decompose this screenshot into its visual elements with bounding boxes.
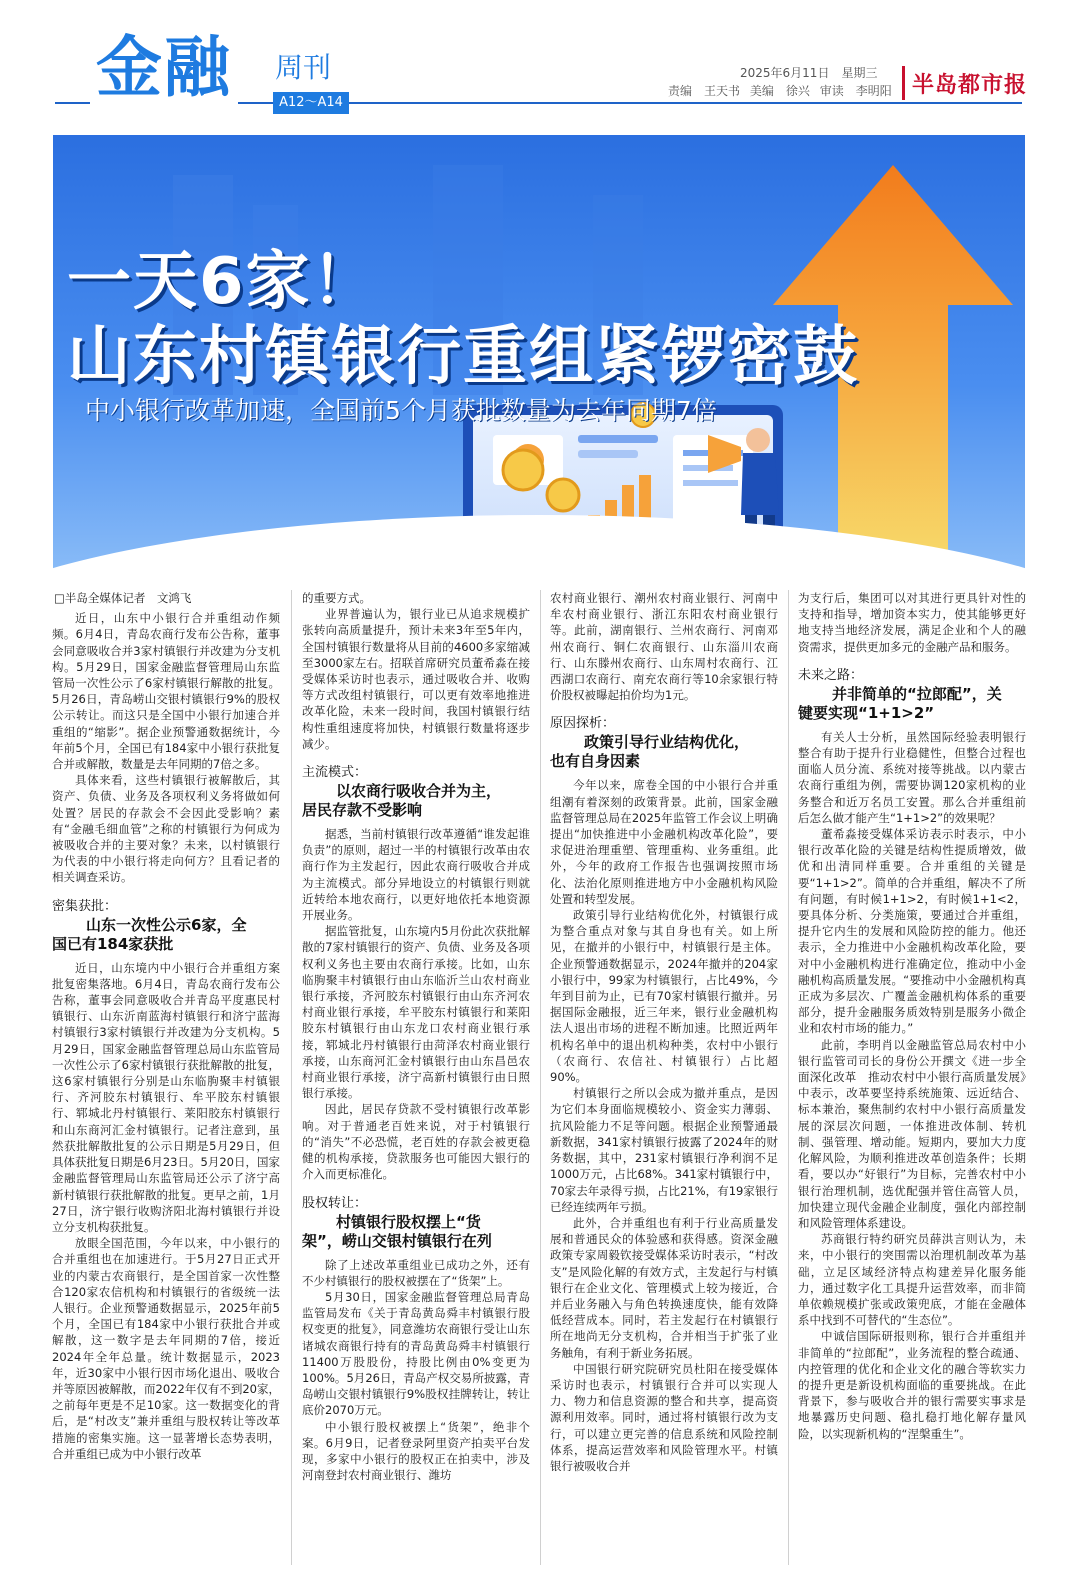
paragraph: 的重要方式。 xyxy=(302,591,371,605)
masthead xyxy=(0,0,1080,135)
paragraph: 董希淼接受媒体采访表示时表示，中小银行改革化险的关键是结构性提质增效，做优和出清同样重要。合并重组的关键是要“1+1>2”。简单的合并重组，解决不了所有问题，有时候1+1>2，有时候1+1<2，要具体分析、分类施策，要通过合并重组，提升它内生的发展和风险防控的能力。他还表示，全力推进中小金融机构改革化险，要对中小金融机构进行准确定位，推动中小金融机构高质量发展。“要推动中小金融机构真正成为多层次、广覆盖金融机构体系的重要部分，提升金融服务质效特别是服务小微企业和农村市场的能力。” xyxy=(798,827,1026,1036)
section-heading-line: 并非简单的“拉郎配”，关 xyxy=(832,684,1002,703)
section-heading xyxy=(52,916,280,954)
page-range-badge: A12～A14 xyxy=(273,92,349,114)
paragraph: 除了上述改革重组业已成功之外，还有不少村镇银行的股权被摆在了“货架”上。 xyxy=(302,1257,530,1288)
section-heading xyxy=(550,733,778,771)
paragraph: 有关人士分析，虽然国际经验表明银行整合有助于提升行业稳健性，但整合过程也面临人员分流、系统对接等挑战。以内蒙古农商行重组为例，需要协调120家机构的业务整合和近万名员工安置。那么合并重组前后怎么做才能产生“1+1>2”的效果呢？ xyxy=(798,729,1026,825)
headline-subtitle: 中小银行改革加速，全国前5个月获批数量为去年同期7倍 xyxy=(85,396,717,425)
section-label: 原因探析： xyxy=(550,716,616,732)
weekly-label: 周刊 xyxy=(275,51,332,84)
section-heading-line: 山东一次性公示6家，全 xyxy=(86,915,247,934)
paragraph: 据监管批复，山东境内5月份此次获批解散的7家村镇银行的资产、负债、业务及各项权利义务也主要由农商行承接。比如，山东临朐聚丰村镇银行由山东临沂兰山农村商业银行承接，齐河胶东村镇银行由山东齐河农村商业银行承接，牟平胶东村镇银行和莱阳胶东村镇银行由山东龙口农村商业银行承接，郓城北丹村镇银行由菏泽农村商业银行承接，山东商河汇金村镇银行由山东昌邑农村商业银行承接，济宁高新村镇银行由日照银行承接。 xyxy=(302,924,530,1101)
section-label: 主流模式： xyxy=(302,765,368,781)
paragraph: 据悉，当前村镇银行改革遵循“谁发起谁负责”的原则，超过一半的村镇银行改革由农商行作为主发起行，因此农商行吸收合并成为主流模式。部分异地设立的村镇银行则就近转给本地农商行，以更好地依托本地资源开展业务。 xyxy=(302,827,530,923)
paragraph: 放眼全国范围，今年以来，中小银行的合并重组也在加速进行。于5月27日正式开业的内蒙古农商银行，是全国首家一次性整合120家农信机构和村镇银行的省级统一法人银行。企业预警通数据显示，2025年前5个月，全国已有184家中小银行获批合并或解散，这一数字是去年同期的7倍，接近2024年全年总量。统计数据显示，2023年，近30家中小银行因市场化退出、吸收合并等原因被解散，而2022年仅有不到20家，之前每年更是不足10家。这一数据变化的背后，是“村改支”兼并重组与股权转让等改革措施的密集实施。这一显著增长态势表明，合并重组已成为中小银行改革 xyxy=(52,1236,280,1461)
newspaper-logo: 半岛都市报 xyxy=(912,72,1028,98)
editor-credit: 责编 王天书 xyxy=(668,84,741,98)
paragraph: 此外，合并重组也有利于行业高质量发展和普通民众的体验感和获得感。资深金融政策专家周毅钦接受媒体采访时表示，“村改支”是风险化解的有效方式，主发起行与村镇银行在企业文化、管理模式上较为接近，合并后业务融入与角色转换速度快，能有效降低经营成本。同时，若主发起行在村镇银行所在地尚无分支机构，合并相当于扩张了业务触角，有利于新业务拓展。 xyxy=(550,1215,778,1360)
paragraph: 政策引导行业结构优化外，村镇银行成为整合重点对象与其自身也有关。如上所见，在撤并的小银行中，村镇银行是主体。企业预警通数据显示，2024年撤并的204家小银行中，99家为村镇银行，占比49%，今年到目前为止，已有70家村镇银行撤并。另据国际金融报，近三年来，银行业金融机构法人退出市场的进程不断加速。比照近两年机构名单中的退出机构种类，农村中小银行（农商行、农信社、村镇银行）占比超90%。 xyxy=(550,908,778,1085)
byline: □半岛全媒体记者 文鸿飞 xyxy=(54,591,192,605)
article-column-2 xyxy=(302,590,530,1570)
section-heading-line: 也有自身因素 xyxy=(550,752,641,771)
proofreader-credit: 审读 李明阳 xyxy=(819,84,892,98)
paper-logo-bar xyxy=(902,66,905,100)
section-heading xyxy=(302,1213,530,1251)
section-heading-line: 架”，崂山交银村镇银行在列 xyxy=(302,1231,492,1250)
paragraph: 中小银行股权被摆上“货架”，绝非个案。6月9日，记者登录阿里资产拍卖平台发现，多家中小银行的股权正在拍卖中，涉及河南登封农村商业银行、潍坊 xyxy=(302,1419,530,1483)
hero-banner xyxy=(53,135,1025,590)
column-divider xyxy=(540,590,541,1565)
paragraph: 近日，山东中小银行合并重组动作频频。6月4日，青岛农商行发布公告称，董事会同意吸收合并3家村镇银行并改建为分支机构。5月29日，国家金融监督管理局山东监管局一次性公示了6家村镇银行解散的批复。5月26日，青岛崂山交银村镇银行9%的股权公示转让。而这只是全国中小银行加速合并重组的“缩影”。据企业预警通数据统计，今年前5个月，全国已有184家中小银行获批复合并或解散，数量是去年同期的7倍之多。 xyxy=(52,611,280,772)
section-brand: 金融 xyxy=(90,28,238,108)
paragraph: 中国银行研究院研究员杜阳在接受媒体采访时也表示，村镇银行合并可以实现人力、物力和信息资源的整合和共享，提高资源利用效率。同时，通过将村镇银行改为支行，可以建立更完善的信息系统和风险控制体系，提高运营效率和风险管理水平。村镇银行被吸收合并 xyxy=(550,1361,778,1473)
article-body xyxy=(52,590,1028,1570)
paragraph: 具体来看，这些村镇银行被解散后，其资产、负债、业务及各项权利义务将做如何处置？居民的存款会不会因此受影响？素有“金融毛细血管”之称的村镇银行为何成为被吸收合并的主要对象？未来，以村镇银行为代表的中小银行将走向何方？且看记者的相关调查采访。 xyxy=(52,773,280,885)
section-heading-line: 以农商行吸收合并为主， xyxy=(336,782,502,801)
headline-line-2: 山东村镇银行重组紧锣密鼓 xyxy=(67,320,859,394)
section-label: 股权转让： xyxy=(302,1195,368,1211)
article-column-1 xyxy=(52,590,280,1570)
paragraph: 业界普遍认为，银行业已从追求规模扩张转向高质量提升，预计未来3年至5年内，全国村镇银行数量将从目前的4600多家缩减至3000家左右。招联首席研究员董希淼在接受媒体采访时也表示，通过吸收合并、收购等方式改组村镇银行，可以更有效率地推进改革化险，未来一段时间，我国村镇银行结构性重组速度将加快，村镇银行数量将逐步减少。 xyxy=(302,607,530,751)
column-divider xyxy=(788,590,789,1565)
section-heading-line: 键要实现“1+1>2” xyxy=(798,703,935,722)
paragraph: 近日，山东境内中小银行合并重组方案批复密集落地。6月4日，青岛农商行发布公告称，董事会同意吸收合并青岛平度惠民村镇银行、山东沂南蓝海村镇银行和济宁蓝海村镇银行3家村镇银行并改建为分支机构。5月29日，国家金融监督管理总局山东监管局一次性公示了6家村镇银行获批解散的批复，这6家村镇银行分别是山东临朐聚丰村镇银行、齐河胶东村镇银行、牟平胶东村镇银行、郓城北丹村镇银行、莱阳胶东村镇银行和山东商河汇金村镇银行。记者注意到，虽然获批解散批复的公示日期是5月29日，但具体获批复日期是6月23日。5月20日，国家金融监督管理局山东监管局还公示了济宁高新村镇银行获批解散的批复。更早之前，1月27日，济宁银行收购济阳北海村镇银行并设立分支机构获批复。 xyxy=(52,960,280,1234)
article-column-4 xyxy=(798,590,1026,1570)
section-heading-line: 村镇银行股权摆上“货 xyxy=(336,1212,481,1231)
editor-credits xyxy=(668,82,898,99)
headline-line-1: 一天6家！ xyxy=(67,245,378,319)
paragraph: 5月30日，国家金融监督管理总局青岛监管局发布《关于青岛黄岛舜丰村镇银行股权变更的批复》，同意潍坊农商银行受让山东诸城农商银行持有的青岛黄岛舜丰村镇银行11400万股股份，持股比例由0%变更为100%。5月26日，青岛产权交易所披露，青岛崂山交银村镇银行9%股权挂牌转让，转让底价2070万元。 xyxy=(302,1289,530,1418)
section-heading-line: 政策引导行业结构优化， xyxy=(584,733,750,752)
section-label: 未来之路： xyxy=(798,667,864,683)
paragraph: 此前，李明肖以金融监管总局农村中小银行监管司司长的身份公开撰文《进一步全面深化改革 推动农村中小银行高质量发展》中表示，改革要坚持系统施策、远近结合、标本兼治，聚焦制约农村中小银行高质量发展的深层次问题，一体推进改体制、转机制、强管理、增动能。短期内，要加大力度化解风险，为顺利推进改革创造条件；长期看，要以办“好银行”为目标，完善农村中小银行治理机制，选优配强并管住高管人员，加快建立现代金融企业制度，强化内部控制和风险管理体系建设。 xyxy=(798,1037,1026,1230)
section-heading xyxy=(798,685,1026,723)
section-heading-line: 国已有184家获批 xyxy=(52,934,174,953)
paragraph: 苏商银行特约研究员薛洪言则认为，未来，中小银行的突围需以治理机制改革为基础，立足区域经济特点构建差异化服务能力，通过数字化工具提升运营效率，而非简单依赖规模扩张或政策兜底，才能在金融体系中找到不可替代的“生态位”。 xyxy=(798,1232,1026,1328)
paragraph: 因此，居民存贷款不受村镇银行改革影响。对于普通老百姓来说，对于村镇银行的“消失”不必恐慌，老百姓的存款会被更稳健的机构承接，贷款服务也可能因大银行的介入而更标准化。 xyxy=(302,1102,530,1182)
issue-date: 2025年6月11日 星期三 xyxy=(740,66,878,80)
article-column-3 xyxy=(550,590,778,1570)
paragraph: 村镇银行之所以会成为撤并重点，是因为它们本身面临规模较小、资金实力薄弱、抗风险能力不足等问题。根据企业预警通最新数据，341家村镇银行披露了2024年的财务数据，其中，231家村镇银行净利润不足1000万元，占比68%。341家村镇银行中，70家去年录得亏损，占比21%，有19家银行已经连续两年亏损。 xyxy=(550,1086,778,1214)
paragraph: 中诚信国际研报则称，银行合并重组并非简单的“拉郎配”，业务流程的整合疏通、内控管理的优化和企业文化的融合等软实力的提升更是新设机构面临的重要挑战。在此背景下，参与吸收合并的银行需要实事求是地暴露历史问题、稳扎稳打地化解存量风险，以实现新机构的“涅槃重生”。 xyxy=(798,1329,1026,1441)
column-divider xyxy=(291,590,292,1565)
section-label: 密集获批： xyxy=(52,898,118,914)
paragraph: 今年以来，席卷全国的中小银行合并重组潮有着深刻的政策背景。此前，国家金融监督管理总局在2025年监管工作会议上明确提出“加快推进中小金融机构改革化险”，要求促进治理重塑、管理重构、业务重组。此外，今年的政府工作报告也强调按照市场化、法治化原则推进地方中小金融机构风险处置和转型发展。 xyxy=(550,778,778,906)
section-heading-line: 居民存款不受影响 xyxy=(302,801,423,820)
paragraph: 农村商业银行、潮州农村商业银行、河南中牟农村商业银行、浙江东阳农村商业银行等。此前，湖南银行、兰州农商行、河南邓州农商行、铜仁农商银行、山东淄川农商行、山东滕州农商行、山东周村农商行、江西湖口农商行、南充农商行等10余家银行特价股权被曝起拍价均为1元。 xyxy=(550,591,778,703)
section-heading xyxy=(302,782,530,820)
designer-credit: 美编 徐兴 xyxy=(749,84,810,98)
paragraph: 为支行后，集团可以对其进行更具针对性的支持和指导，增加资本实力，使其能够更好地支持当地经济发展，满足企业和个人的融资需求，提供更加多元的金融产品和服务。 xyxy=(798,591,1026,654)
